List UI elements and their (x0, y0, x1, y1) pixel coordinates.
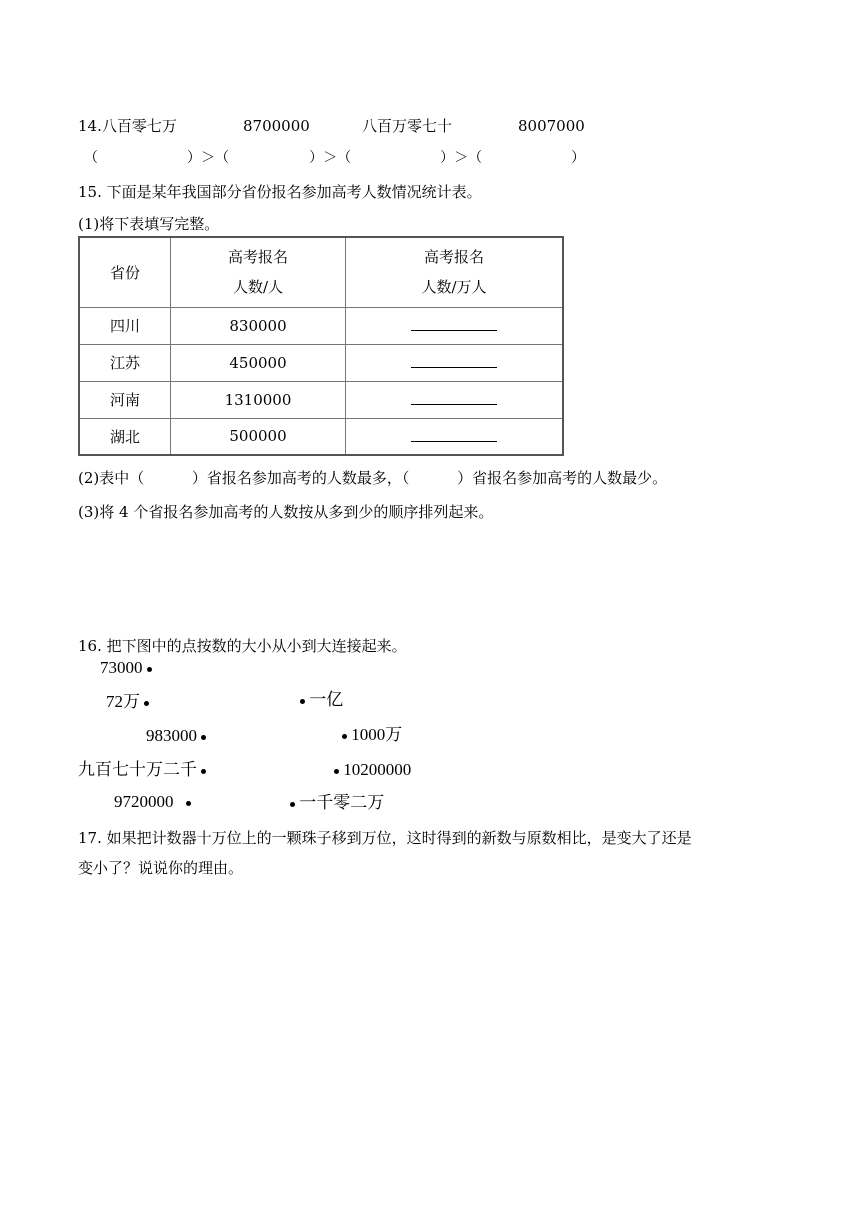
count-cell: 450000 (171, 344, 346, 381)
answer-blank-cell[interactable] (346, 344, 564, 381)
q15-part1: (1)将下表填写完整。 (78, 215, 220, 233)
q15-part3: (3)将 4 个省报名参加高考的人数按从多到少的顺序排列起来。 (78, 503, 494, 521)
point-label: 73000 (100, 658, 143, 677)
dot-icon[interactable] (334, 769, 339, 774)
header-count-wan (346, 237, 564, 307)
table-row (79, 418, 563, 455)
dot-icon[interactable] (201, 735, 206, 740)
q14-compare-line: （ ）＞（ ）＞（ ）＞（ ） (84, 150, 586, 166)
province-cell: 江苏 (79, 344, 171, 381)
table-row (79, 344, 563, 381)
point-label: 一亿 (309, 690, 344, 709)
q14-item-4: 8007000 (518, 117, 585, 135)
point-yiqianlingerwan[interactable] (290, 793, 384, 813)
answer-blank-cell[interactable] (346, 307, 564, 344)
point-label: 九百七十万二千 (78, 760, 197, 779)
answer-blank-cell[interactable] (346, 418, 564, 455)
table-row (79, 307, 563, 344)
q17-line1: 17. 如果把计数器十万位上的一颗珠子移到万位，这时得到的新数与原数相比，是变大了还是 (78, 829, 692, 847)
q15-part2: (2)表中（ ）省报名参加高考的人数最多，（ ）省报名参加高考的人数最少。 (78, 469, 668, 487)
q14-item-2: 8700000 (243, 117, 310, 135)
point-yiyi[interactable] (300, 690, 343, 710)
point-1000wan[interactable] (342, 725, 402, 745)
point-label: 72万 (106, 692, 140, 711)
point-label: 9720000 (114, 792, 174, 811)
q14-item-1: 八百零七万 (101, 117, 177, 135)
dot-icon[interactable] (186, 801, 191, 806)
answer-blank-cell[interactable] (346, 381, 564, 418)
dot-icon[interactable] (290, 802, 295, 807)
point-10200000[interactable] (334, 760, 411, 780)
header-count-people (171, 237, 346, 307)
point-label: 1000万 (351, 725, 403, 744)
q14-item-3: 八百万零七十 (362, 117, 453, 135)
header-count-wan-line2: 人数/万人 (421, 278, 487, 297)
dot-icon[interactable] (342, 734, 347, 739)
count-cell: 1310000 (171, 381, 346, 418)
dot-icon[interactable] (201, 769, 206, 774)
dot-icon[interactable] (300, 699, 305, 704)
answer-blank[interactable] (411, 316, 497, 331)
point-label: 10200000 (343, 760, 412, 779)
point-9720000[interactable] (114, 792, 191, 812)
header-province: 省份 (79, 237, 171, 307)
header-count-wan-line1: 高考报名 (423, 248, 484, 267)
q14-line (78, 116, 177, 136)
dot-icon[interactable] (147, 667, 152, 672)
point-983000[interactable] (146, 726, 206, 746)
province-cell: 湖北 (79, 418, 171, 455)
province-cell: 四川 (79, 307, 171, 344)
point-73000[interactable] (100, 658, 152, 678)
q16-title: 16. 把下图中的点按数的大小从小到大连接起来。 (78, 637, 407, 655)
q15-title: 15. 下面是某年我国部分省份报名参加高考人数情况统计表。 (78, 183, 482, 201)
dot-icon[interactable] (144, 701, 149, 706)
q14-number: 14. (78, 117, 102, 135)
count-cell: 830000 (171, 307, 346, 344)
point-jiubai[interactable] (78, 760, 206, 780)
answer-blank[interactable] (411, 427, 497, 442)
q17-line2: 变小了？说说你的理由。 (78, 859, 244, 877)
header-count-people-line2: 人数/人 (232, 278, 284, 297)
point-label: 一千零二万 (299, 793, 385, 812)
count-cell: 500000 (171, 418, 346, 455)
answer-blank[interactable] (411, 390, 497, 405)
stats-table (78, 236, 564, 456)
point-label: 983000 (146, 726, 197, 745)
province-cell: 河南 (79, 381, 171, 418)
point-72wan[interactable] (106, 692, 149, 712)
answer-blank[interactable] (411, 353, 497, 368)
table-header-row (79, 237, 563, 307)
table-row (79, 381, 563, 418)
header-count-people-line1: 高考报名 (227, 248, 288, 267)
